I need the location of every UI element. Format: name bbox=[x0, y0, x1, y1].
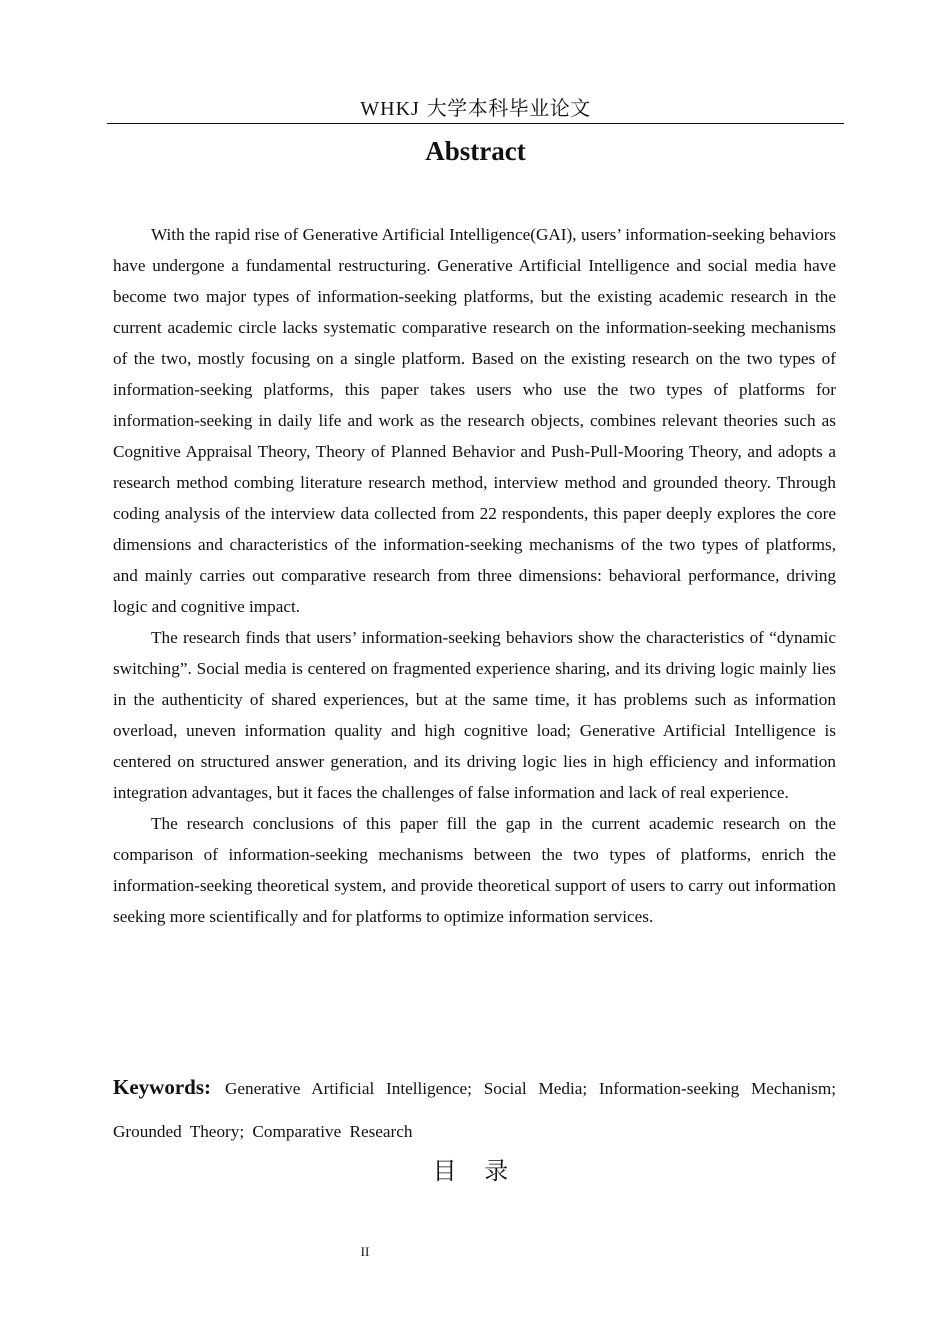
keywords-block bbox=[113, 1066, 836, 1153]
page-number: II bbox=[360, 1244, 370, 1259]
abstract-paragraph-1: With the rapid rise of Generative Artificial Intelligence(GAI), users’ information-seeking behaviors have undergone a fundamental restructuring. Generative Artificial Intelligence and social media have become two major types of information-seeking platforms, but the existing academic research in the current academic circle lacks systematic comparative research on the information-seeking mechanisms of the two, mostly focusing on a single platform. Based on the existing research on the two types of information-seeking platforms, this paper takes users who use the two types of platforms for information-seeking in daily life and work as the research objects, combines relevant theories such as Cognitive Appraisal Theory, Theory of Planned Behavior and Push-Pull-Mooring Theory, and adopts a research method combing literature research method, interview method and grounded theory. Through coding analysis of the interview data collected from 22 respondents, this paper deeply explores the core dimensions and characteristics of the information-seeking mechanisms of the two types of platforms, and mainly carries out comparative research from three dimensions: behavioral performance, driving logic and cognitive impact. bbox=[113, 225, 836, 616]
header-university-code: WHKJ bbox=[360, 98, 420, 120]
header-divider bbox=[107, 123, 844, 124]
abstract-paragraph-2: The research finds that users’ information-seeking behaviors show the characteristics of “dynamic switching”. Social media is centered on fragmented experience sharing, and its driving logic mainly lies in the authenticity of shared experiences, but at the same time, it has problems such as information overload, uneven information quality and high cognitive load; Generative Artificial Intelligence is centered on structured answer generation, and its driving logic lies in high efficiency and information integration advantages, but it faces the challenges of false information and lack of real experience. bbox=[113, 628, 836, 802]
toc-heading: 目 录 bbox=[432, 1157, 519, 1185]
header-thesis-label: 大学本科毕业论文 bbox=[426, 96, 591, 120]
abstract-title: Abstract bbox=[425, 136, 526, 166]
abstract-paragraph-3: The research conclusions of this paper fill the gap in the current academic research on the comparison of information-seeking mechanisms between the two types of platforms, enrich the information-seeking theoretical system, and provide theoretical support of users to carry out information seeking more scientifically and for platforms to optimize information services. bbox=[113, 814, 836, 926]
keywords-list: Generative Artificial Intelligence; Social Media; Information-seeking Mechanism; Grounded Theory; Comparative Research bbox=[113, 1079, 836, 1141]
running-header bbox=[107, 94, 844, 123]
abstract-body bbox=[113, 219, 836, 932]
keywords-label: Keywords: bbox=[113, 1075, 211, 1099]
